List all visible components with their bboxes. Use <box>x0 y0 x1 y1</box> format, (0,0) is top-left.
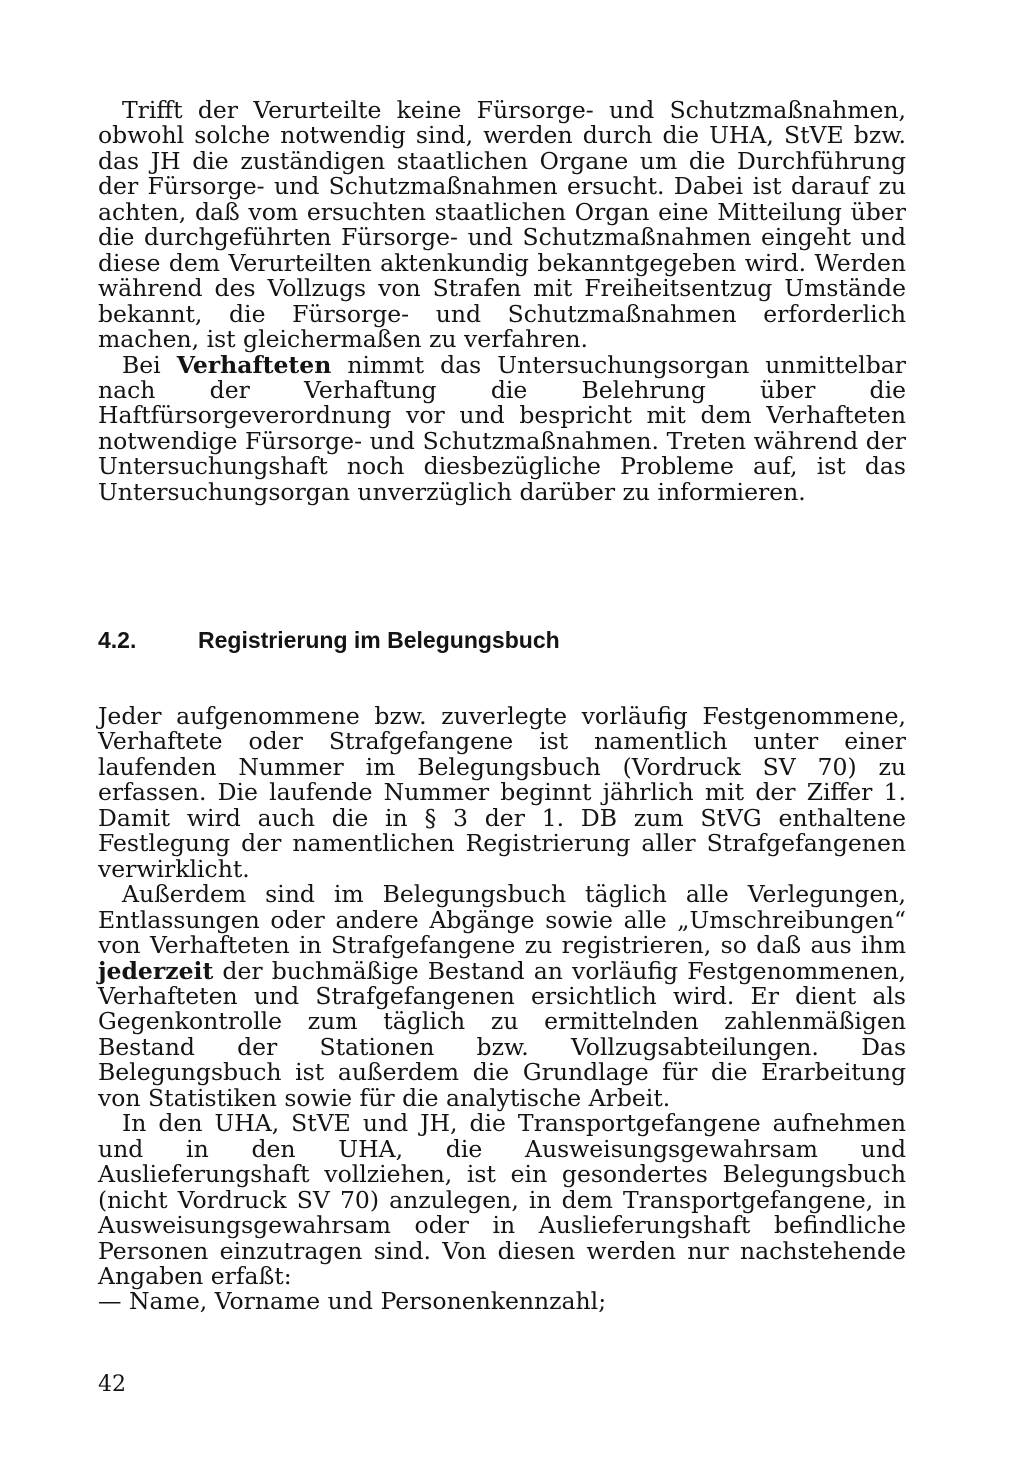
paragraph-verhaftete-lead: Bei <box>122 350 177 379</box>
page-number: 42 <box>98 1372 126 1397</box>
paragraph-ausserdem-rest: der buchmäßige Bestand an vorläufig Festgenommenen, Verhafteten und Strafgefangenen ersichtlich wird. Er dient als Gegenkontrolle zum täglich zu ermittelnden zahlenmäßigen Bestand der Stationen bzw. Vollzugsabteilungen. Das Belegungsbuch ist außerdem die Grundlage für die Erarbeitung von Statistiken sowie für die analytische Arbeit. <box>98 956 906 1112</box>
page-content <box>98 96 906 1316</box>
paragraph-transportgefangene: In den UHA, StVE und JH, die Transportgefangene aufnehmen und in den UHA, die Ausweisungsgewahrsam und Auslieferungshaft vollziehen, ist ein gesondertes Belegungsbuch (nicht Vordruck SV 70) anzulegen, in dem Transportgefangene, in Ausweisungsgewahrsam oder in Auslieferungshaft befindliche Personen einzutragen sind. Von diesen werden nur nachstehende Angaben erfaßt: <box>98 1109 906 1290</box>
paragraph-ausserdem-lead: Außerdem sind im Belegungsbuch täglich alle Verlegungen, Entlassungen oder andere Abgänge sowie alle „Umschreibungen“ von Verhafteten in Strafgefangene zu registrieren, so daß aus ihm <box>98 880 906 960</box>
section-fuersorge <box>98 98 906 505</box>
list-item: — Name, Vorname und Personenkennzahl; <box>98 1287 607 1316</box>
section-title: Registrierung im Belegungsbuch <box>198 627 560 653</box>
paragraph-verhaftete-rest: nimmt das Untersuchungsorgan unmittelbar nach der Verhaftung die Belehrung über die Haftfürsorgeverordnung vor und bespricht mit dem Verhafteten notwendige Fürsorge- und Schutzmaßnahmen. Treten während der Untersuchungshaft noch diesbezügliche Probleme auf, ist das Untersuchungsorgan unverzüglich darüber zu informieren. <box>98 350 906 506</box>
emphasis-jederzeit: jederzeit <box>98 956 214 985</box>
paragraph-ausserdem <box>98 882 906 1111</box>
paragraph-jeder: Jeder aufgenommene bzw. zuverlegte vorläufig Festgenommene, Verhaftete oder Strafgefangene ist namentlich unter einer laufenden Nummer im Belegungsbuch (Vordruck SV 70) zu erfassen. Die laufende Nummer beginnt jährlich mit der Ziffer 1. Damit wird auch die in § 3 der 1. DB zum StVG enthaltene Festlegung der namentlichen Registrierung aller Strafgefangenen verwirklicht. <box>98 702 906 883</box>
emphasis-verhafteten: Verhafteten <box>176 350 332 379</box>
section-registrierung <box>98 704 906 1315</box>
paragraph-verhaftete <box>98 350 906 506</box>
section-heading <box>98 626 906 654</box>
paragraph-verurteilte: Trifft der Verurteilte keine Fürsorge- und Schutzmaßnahmen, obwohl solche notwendig sind, werden durch die UHA, StVE bzw. das JH die zuständigen staatlichen Organe um die Durchführung der Fürsorge- und Schutzmaßnahmen ersucht. Dabei ist darauf zu achten, daß vom ersuchten staatlichen Organ eine Mitteilung über die durchgeführten Fürsorge- und Schutzmaßnahmen eingeht und diese dem Verurteilten aktenkundig bekanntgegeben wird. Werden während des Vollzugs von Strafen mit Freiheitsentzug Umstände bekannt, die Fürsorge- und Schutzmaßnahmen erforderlich machen, ist gleichermaßen zu verfahren. <box>98 96 906 354</box>
section-number: 4.2. <box>98 627 137 653</box>
